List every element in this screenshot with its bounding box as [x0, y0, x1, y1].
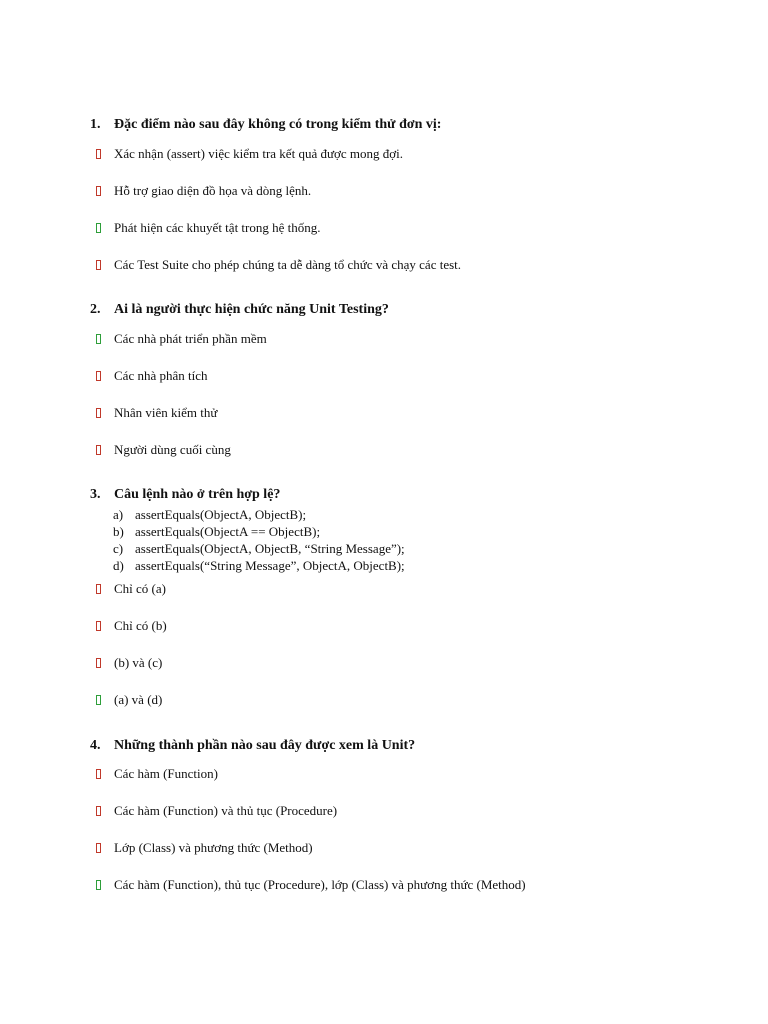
answer-marker-icon [96, 408, 101, 418]
question-3-number: 3. [90, 487, 101, 502]
answer-marker-icon [96, 843, 101, 853]
question-3-subitem-d: d) assertEquals(“String Message”, ObjectA, ObjectB); [113, 558, 405, 573]
question-1-number: 1. [90, 117, 101, 132]
question-3-text: Câu lệnh nào ở trên hợp lệ? [114, 487, 281, 502]
answer-marker-icon [96, 149, 101, 159]
question-4-option-a[interactable]: Các hàm (Function) [96, 766, 218, 782]
correct-answer-marker-icon [96, 695, 101, 705]
question-3-subitem-a: a) assertEquals(ObjectA, ObjectB); [113, 507, 307, 522]
question-4-title [90, 738, 415, 754]
question-1-option-c[interactable]: Phát hiện các khuyết tật trong hệ thống. [96, 220, 321, 236]
question-2-option-a[interactable]: Các nhà phát triển phần mềm [96, 331, 267, 347]
question-1-option-a[interactable]: Xác nhận (assert) việc kiểm tra kết quả được mong đợi. [96, 146, 403, 162]
answer-marker-icon [96, 621, 101, 631]
question-3-option-d[interactable]: (a) và (d) [96, 692, 162, 708]
answer-marker-icon [96, 371, 101, 381]
answer-marker-icon [96, 658, 101, 668]
question-4-option-c[interactable]: Lớp (Class) và phương thức (Method) [96, 840, 313, 856]
question-3-option-a[interactable]: Chỉ có (a) [96, 581, 166, 597]
question-3-subitem-c: c) assertEquals(ObjectA, ObjectB, “String Message”); [113, 541, 405, 556]
question-3-subitem-b: b) assertEquals(ObjectA == ObjectB); [113, 524, 321, 539]
question-3-option-b[interactable]: Chỉ có (b) [96, 618, 167, 634]
correct-answer-marker-icon [96, 880, 101, 890]
question-1-option-d[interactable]: Các Test Suite cho phép chúng ta dễ dàng tổ chức và chạy các test. [96, 257, 461, 273]
question-1-text: Đặc điểm nào sau đây không có trong kiểm thử đơn vị: [114, 117, 442, 132]
answer-marker-icon [96, 186, 101, 196]
question-1-option-b[interactable]: Hỗ trợ giao diện đồ họa và dòng lệnh. [96, 183, 311, 199]
question-4-option-d[interactable]: Các hàm (Function), thủ tục (Procedure), lớp (Class) và phương thức (Method) [96, 877, 526, 893]
question-2-option-d[interactable]: Người dùng cuối cùng [96, 442, 231, 458]
question-4-option-b[interactable]: Các hàm (Function) và thủ tục (Procedure) [96, 803, 337, 819]
answer-marker-icon [96, 445, 101, 455]
question-3-title [90, 487, 280, 503]
question-2-option-c[interactable]: Nhân viên kiểm thử [96, 405, 217, 421]
answer-marker-icon [96, 806, 101, 816]
answer-marker-icon [96, 260, 101, 270]
question-3-option-c[interactable]: (b) và (c) [96, 655, 162, 671]
question-2-number: 2. [90, 302, 101, 317]
correct-answer-marker-icon [96, 334, 101, 344]
correct-answer-marker-icon [96, 223, 101, 233]
question-2-option-b[interactable]: Các nhà phân tích [96, 368, 208, 384]
question-4-number: 4. [90, 738, 101, 753]
question-2-title [90, 302, 389, 318]
answer-marker-icon [96, 584, 101, 594]
question-1-title [90, 117, 441, 133]
question-2-text: Ai là người thực hiện chức năng Unit Testing? [114, 302, 389, 317]
question-4-text: Những thành phần nào sau đây được xem là Unit? [114, 738, 416, 753]
answer-marker-icon [96, 769, 101, 779]
